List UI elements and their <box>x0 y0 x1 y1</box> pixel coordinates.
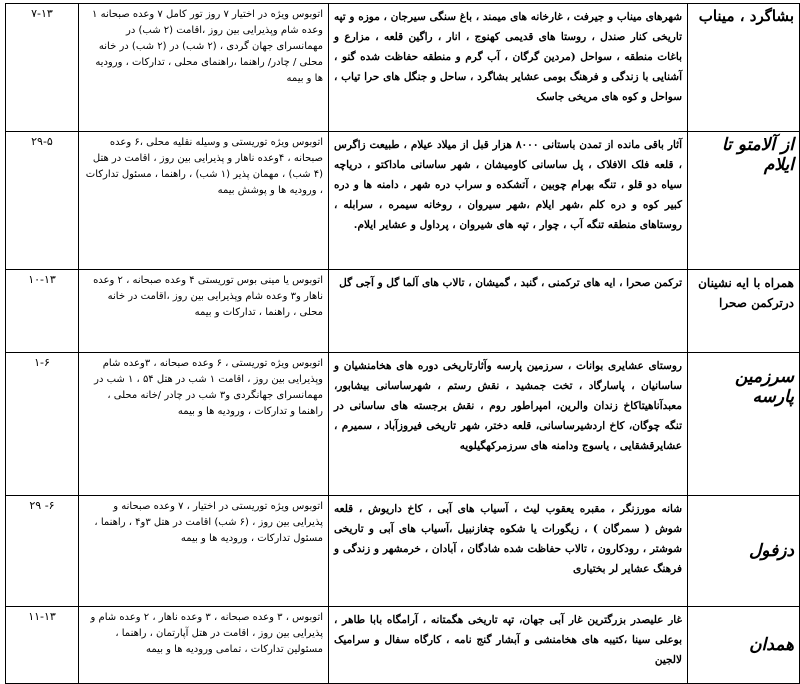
tour-services: اتوبوس ویژه در اختیار ۷ روز تور کامل ۷ وعده صبحانه ۱ وعده شام وپذیرایی بین روز ،اقامت (۲ شب) در مهمانسرای جهان گردی ، (۲ شب) در (۲ شب) در خانه محلی / چادر/ راهنما ،راهنمای محلی ، تدارکات ، ورودیه ها و بیمه <box>79 4 329 132</box>
tour-date: ۱-۶ <box>6 353 79 496</box>
tour-title: سرزمین پارسه <box>688 353 800 496</box>
tour-services: اتوبوس ویژه توریستی در اختیار ، ۷ وعده صبحانه و پذیرایی بین روز ، (۶ شب) اقامت در هتل ۳و۴ ، راهنما ، مسئول تدارکات ، ورودیه ها و بیمه <box>79 496 329 607</box>
tour-services: اتوبوس یا مینی بوس توریستی ۴ وعده صبحانه ، ۲ وعده ناهار و۳ وعده شام وپذیرایی بین روز ،اقامت در خانه محلی ، راهنما ، تدارکات و بیمه <box>79 270 329 353</box>
table-row <box>6 496 800 607</box>
tour-description: غار علیصدر بزرگترین غار آبی جهان، تپه تاریخی هگمتانه ، آرامگاه بابا طاهر ، بوعلی سینا ،کتیبه های هخامنشی و آبشار گنج نامه ، کارگاه سفال و سرامیک لالجین <box>329 607 688 684</box>
table-row <box>6 4 800 132</box>
tour-date: ۷-۱۳ <box>6 4 79 132</box>
tour-title: همراه با ایه نشینان درترکمن صحرا <box>688 270 800 353</box>
tour-title: دزفول <box>688 496 800 607</box>
tour-description: روستای عشایری بوانات ، سرزمین پارسه وآثارتاریخی دوره های هخامنشیان و ساسانیان ، پاسارگاد ، تخت جمشید ، نقش رستم ، شهرساسانی بیشابور، معبدآناهیتاکاخ زندان والرین، امپراطور روم ، نقش برجسته های ساسانی در تنگه چوگان، کاخ اردشیرساسانی، قلعه دختر، شهر تاریخی فیروزآباد ، سمیرم ، عشایرقشقایی ، یاسوج ودامنه های سرزمرکهگیلویه <box>329 353 688 496</box>
tour-services: اتوبوس ویژه توریستی و وسیله نقلیه محلی ،۶ وعده صبحانه ، ۴وعده ناهار و پذیرایی بین روز ، اقامت در هتل (۴ شب) ، مهمان پذیر (۱ شب) ، راهنما ، مسئول تدارکات ، ورودیه ها و پوشش بیمه <box>79 132 329 270</box>
tour-services: اتوبوس ویژه توریستی ، ۶ وعده صبحانه ، ۳وعده شام وپذیرایی بین روز ، اقامت ۱ شب در هتل ۵۴ ، ۱ شب در مهمانسرای جهانگردی و۳ شب در چادر /خانه محلی ، راهنما و تدارکات ، ورودیه ها و بیمه <box>79 353 329 496</box>
table-row <box>6 132 800 270</box>
tour-description: شهرهای میناب و جیرفت ، غارخانه های میمند ، باغ سنگی سیرجان ، موزه و تپه تاریخی کنار صندل ، روستا های قدیمی کهنوج ، انار ، راگین قلعه ، مزارع و باغات منطقه ، سواحل (مردین گرگان ، آب گرم و منطقه حفاظت شده گنو ، آشنایی با زندگی و فرهنگ بومی عشایر بشاگرد ، ساحل و جنگل های حرا تیاب ، سواحل و کوه های مریخی جاسک <box>329 4 688 132</box>
tour-date: ۲۹-۵ <box>6 132 79 270</box>
tour-title: از آلامتو تا ایلام <box>688 132 800 270</box>
tour-table <box>5 3 800 684</box>
tour-services: اتوبوس ، ۳ وعده صبحانه ، ۳ وعده ناهار ، ۲ وعده شام و پذیرایی بین روز ، اقامت در هتل آپارتمان ، راهنما ، مسئولین تدارکات ، تمامی ورودیه ها و بیمه <box>79 607 329 684</box>
table-row <box>6 607 800 684</box>
tour-description: آثار باقی مانده از تمدن باستانی ۸۰۰۰ هزار قبل از میلاد عیلام ، طبیعت زاگرس ، قلعه فلک الافلاک ، پل ساسانی کاومیشان ، شهر ساسانی ماداکتو ، دریاچه سیاه دو قلو ، تنگه بهرام چوبین ، آتشکده و سراب دره شهر ، دامنه ها و دره کبیر کوه و دره کلم ،شهر ایلام ،شهر سیروان ، روخانه سیمره ، سرابله ، روستاهای منطقه تنگه آب ، چوار ، تپه های شیروان ، پرداول و عشایر ایلام. <box>329 132 688 270</box>
tour-title: بشاگرد ، میناب <box>688 4 800 132</box>
tour-description: ترکمن صحرا ، ایه های ترکمنی ، گنبد ، گمیشان ، تالاب های آلما گل و آجی گل <box>329 270 688 353</box>
tour-date: ۲۹ -۶ <box>6 496 79 607</box>
tour-title: همدان <box>688 607 800 684</box>
table-row <box>6 270 800 353</box>
table-row <box>6 353 800 496</box>
tour-description: شانه مورزنگر ، مقبره یعقوب لیث ، آسیاب های آبی ، کاخ داریوش ، قلعه شوش ( سمرگان ) ، زیگورات یا شکوه چغازنبیل ،آسیاب های آبی و تاریخی شوشتر ، رودکارون ، تالاب حفاظت شده شادگان ، آبادان ، خرمشهر و زندگی و فرهنگ عشایر لر بختیاری <box>329 496 688 607</box>
tour-date: ۱۱-۱۳ <box>6 607 79 684</box>
tour-date: ۱۰-۱۳ <box>6 270 79 353</box>
